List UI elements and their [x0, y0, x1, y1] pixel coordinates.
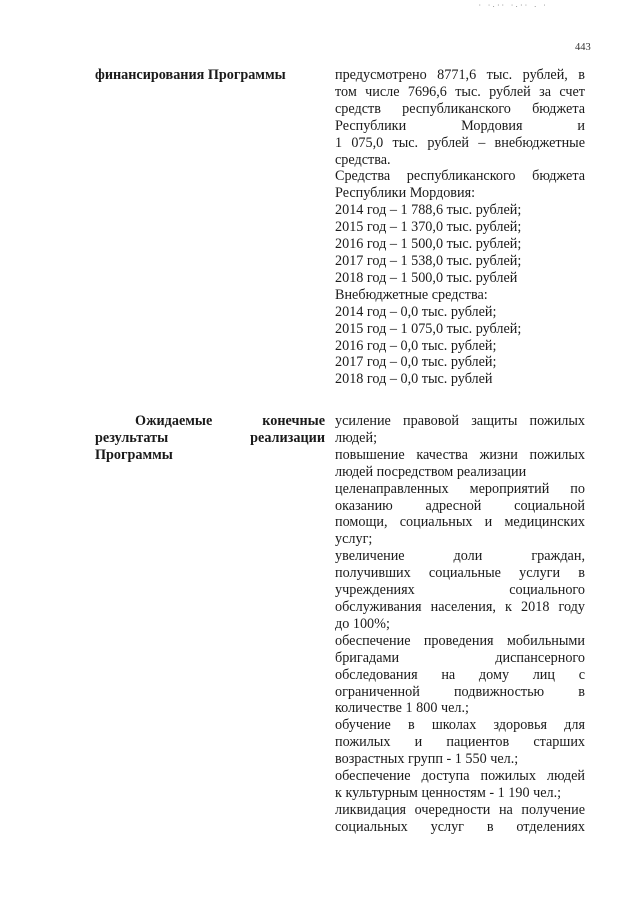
content-line: возрастных групп - 1 550 чел.; — [335, 751, 519, 768]
content-line: 1 075,0 тыс. рублей – внебюджетные — [335, 134, 585, 151]
content-line: повышение качества жизни пожилых — [335, 446, 585, 463]
content-line: Средства республиканского бюджета — [335, 168, 585, 185]
scan-artifact: · ·.·· ·.·· . · — [478, 2, 548, 9]
content-line: 2015 год – 1 075,0 тыс. рублей; — [335, 320, 522, 337]
content-line: 2015 год – 1 370,0 тыс. рублей; — [335, 219, 522, 236]
content-line: Республики Мордовия: — [335, 185, 476, 202]
content-line: учреждениях социального — [335, 582, 585, 599]
content-line: том числе 7696,6 тыс. рублей за счет — [335, 83, 585, 100]
label-word: Ожидаемые — [135, 413, 213, 429]
content-line: количестве 1 800 чел.; — [335, 700, 469, 717]
label-word: конечные — [262, 413, 325, 429]
content-line: Внебюджетные средства: — [335, 286, 488, 303]
content-line: 2016 год – 1 500,0 тыс. рублей; — [335, 236, 522, 253]
content-line: обеспечение доступа пожилых людей — [335, 768, 585, 785]
content-line: целенаправленных мероприятий по — [335, 480, 585, 497]
content-line: 2014 год – 0,0 тыс. рублей; — [335, 303, 497, 320]
content-line: социальных услуг в отделениях — [335, 818, 585, 835]
content-line: обеспечение проведения мобильными — [335, 632, 585, 649]
content-line: помощи, социальных и медицинских — [335, 514, 585, 531]
content-line: оказанию адресной социальной — [335, 497, 585, 514]
content-line: людей посредством реализации — [335, 463, 527, 480]
label-line: финансирования Программы — [95, 67, 286, 83]
content-line: увеличение доли граждан, — [335, 548, 585, 565]
section-label — [95, 67, 325, 84]
content-line: к культурным ценностям - 1 190 чел.; — [335, 784, 562, 801]
content-line: 2016 год – 0,0 тыс. рублей; — [335, 337, 497, 354]
label-word: результаты — [95, 430, 169, 446]
content-line: людей; — [335, 429, 378, 446]
page-number: 443 — [575, 42, 591, 53]
content-line: ограниченной подвижностью в — [335, 683, 585, 700]
section-content — [335, 413, 585, 836]
section-content — [335, 67, 585, 388]
content-line: бригадами диспансерного — [335, 649, 585, 666]
content-line: 2018 год – 0,0 тыс. рублей — [335, 371, 493, 388]
content-line: 2018 год – 1 500,0 тыс. рублей — [335, 269, 518, 286]
content-line: до 100%; — [335, 615, 390, 632]
label-line — [95, 413, 325, 430]
content-line: обслуживания населения, к 2018 году — [335, 598, 585, 615]
label-line: Программы — [95, 447, 173, 463]
content-line: предусмотрено 8771,6 тыс. рублей, в — [335, 67, 585, 83]
content-line: обследования на дому лиц с — [335, 666, 585, 683]
label-line — [95, 430, 325, 447]
content-line: пожилых и пациентов старших — [335, 734, 585, 751]
content-line: Республики Мордовия и — [335, 117, 585, 134]
section-label — [95, 413, 325, 464]
label-word: реализации — [250, 430, 325, 446]
content-line: 2017 год – 0,0 тыс. рублей; — [335, 354, 497, 371]
content-line: 2017 год – 1 538,0 тыс. рублей; — [335, 252, 522, 269]
content-line: 2014 год – 1 788,6 тыс. рублей; — [335, 202, 522, 219]
content-line: услуг; — [335, 531, 373, 548]
content-line: средства. — [335, 151, 391, 168]
content-line: средств республиканского бюджета — [335, 100, 585, 117]
content-line: ликвидация очередности на получение — [335, 801, 585, 818]
content-line: усиление правовой защиты пожилых — [335, 413, 585, 429]
content-line: обучение в школах здоровья для — [335, 717, 585, 734]
content-line: получивших социальные услуги в — [335, 565, 585, 582]
